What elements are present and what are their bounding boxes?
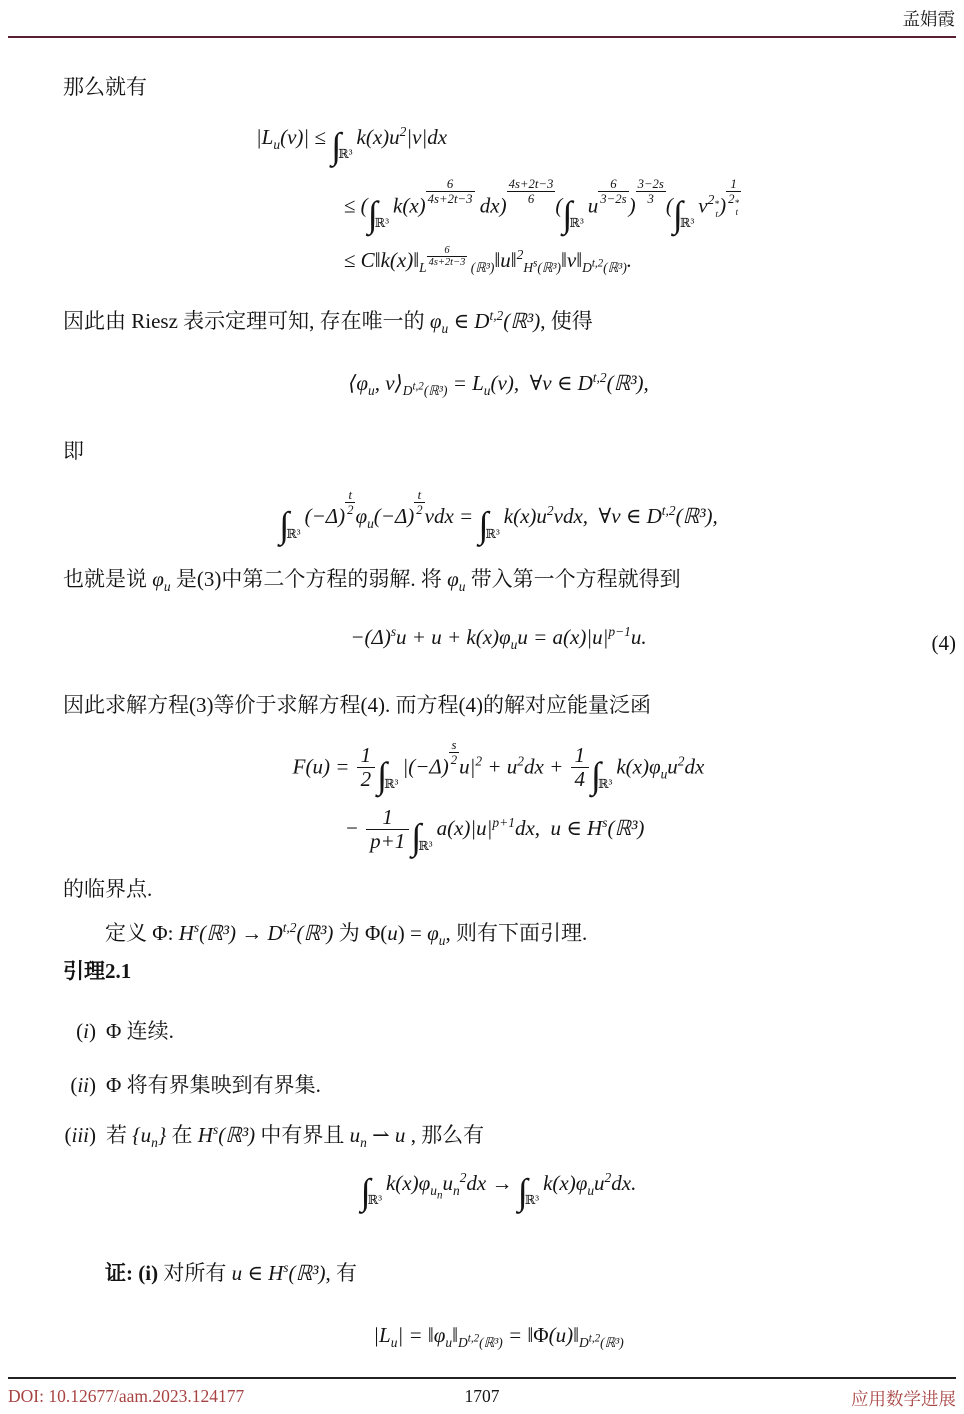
- functional-line-1: F(u) = $\frac{1}{2}$ $\int_{ℝ^3}|(-\Delta)$ $^{\frac{s}{2}}$ $u|^2 + u^2dx$ + $\frac{1}{4}$ $\int_{ℝ^3}k(x)\varphi_uu^2dx$: [292, 738, 705, 796]
- item-label: (i): [76, 1019, 96, 1043]
- equation-norm-identity: $|L_u|$ = $‖\varphi_u‖_{D^{t,2}(ℝ^3)}$ = $‖\Phi(u)‖_{D^{t,2}(ℝ^3)}$: [373, 1323, 624, 1351]
- item-text: Φ 连续.: [106, 1019, 174, 1043]
- lemma-item-i: [0, 1016, 934, 1046]
- paragraph-proof: 证: (i) 对所有 u ∈ $H^s(ℝ^3)$, 有: [105, 1260, 357, 1285]
- item-label: (iii): [64, 1123, 96, 1147]
- equation-line-1: $|L_u(v)| \le \int_{ℝ^3}k(x)u^2|v|dx$: [255, 124, 448, 166]
- equation-estimate-block: [63, 122, 934, 275]
- equation-4-tag: (4): [931, 631, 956, 655]
- page-header-author: 孟娟霞: [902, 9, 955, 29]
- item-text: 若 $\{u_n\}$ 在 $H^s(ℝ^3)$ 中有界且 $u_n$ ⇀ u , 那么有: [106, 1122, 485, 1151]
- item-label: (ii): [70, 1073, 96, 1097]
- equation-weak-form: $\int_{ℝ^3}(-\Delta)$ $^{\frac{t}{2}}$ $\varphi_u(-\Delta)$ $^{\frac{t}{2}}$ vdx = $\int_{ℝ^3}k(x)u^2vdx$, ∀v ∈ D$^{t,2}$(ℝ³),: [279, 488, 718, 546]
- equation-inner-product: $⟨\varphi_u$, $v⟩_{D^{t,2}(ℝ^3)} = L_u(v)$, ∀v ∈ D$^{t,2}$(ℝ³),: [348, 370, 649, 399]
- footer-doi: DOI: 10.12677/aam.2023.124177: [8, 1386, 245, 1406]
- equation-line-3: ≤ $C‖k(x)‖_{L ^{\frac{6}{4s+2t-3}} (ℝ^3)}‖u‖^2_{H^s(ℝ^3)}‖v‖_{D^{t,2}(ℝ^3)}$.: [343, 244, 633, 275]
- paragraph-weak-solution: 也就是说 $\varphi_u$ 是(3)中第二个方程的弱解. 将 $\varphi_u$ 带入第一个方程就得到: [63, 567, 681, 595]
- equation-energy-functional: [63, 738, 934, 858]
- page-footer: [8, 1386, 956, 1410]
- paragraph-definition-phi: 定义 Φ: $H^s(ℝ^3)$ → D$^{t,2}$(ℝ³) 为 $\Phi(u) = \varphi_u$, 则有下面引理.: [105, 920, 588, 949]
- functional-line-2: − $\frac{1}{p+1}$ $\int_{ℝ^3}a(x)|u|^{p+1}dx$, u ∈ $H^s(ℝ^3)$: [344, 805, 645, 858]
- equation-convergence: $\int_{ℝ^3}k(x)\varphi_{u_n}u_n^2dx \to \int_{ℝ^3}k(x)\varphi_uu^2dx$.: [360, 1170, 637, 1212]
- footer-page-number: 1707: [464, 1386, 500, 1406]
- lemma-heading: 引理2.1: [63, 959, 132, 983]
- item-text: Φ 将有界集映到有界集.: [106, 1073, 321, 1097]
- lemma-item-ii: [0, 1070, 934, 1100]
- header-rule: [8, 36, 956, 38]
- equation-line-2: ≤ ($\int_{ℝ^3}k(x)$ $^{\frac{6}{4s+2t-3}}$ dx) $^{\frac{4s+2t-3}{6}}$ ($\int_{ℝ^3}u$ $^{\frac{6}{3-2s}}$ ) $^{\frac{3-2s}{3}}$ ($\int_{ℝ^3}v^{2 * t}$ ) $^{1 2 * t}$: [343, 176, 740, 234]
- paragraph-equivalence: 因此求解方程(3)等价于求解方程(4). 而方程(4)的解对应能量泛函: [63, 693, 651, 717]
- paragraph-critical-point: 的临界点.: [63, 877, 153, 901]
- equation-4-row: [63, 622, 956, 655]
- paragraph-intro: 那么就有: [63, 75, 147, 99]
- lemma-item-iii: [0, 1120, 934, 1150]
- footer-rule: [8, 1377, 956, 1379]
- equation-4: $-(\Delta)^su + u + k(x)\varphi_uu = a(x)|u|^{p-1}u$.: [350, 624, 647, 653]
- paragraph-riesz: 因此由 Riesz 表示定理可知, 存在唯一的 $\varphi_u$ ∈ D$^{t,2}$(ℝ³), 使得: [63, 308, 593, 337]
- paragraph-namely: 即: [63, 439, 84, 463]
- footer-journal-name: 应用数学进展: [851, 1389, 956, 1409]
